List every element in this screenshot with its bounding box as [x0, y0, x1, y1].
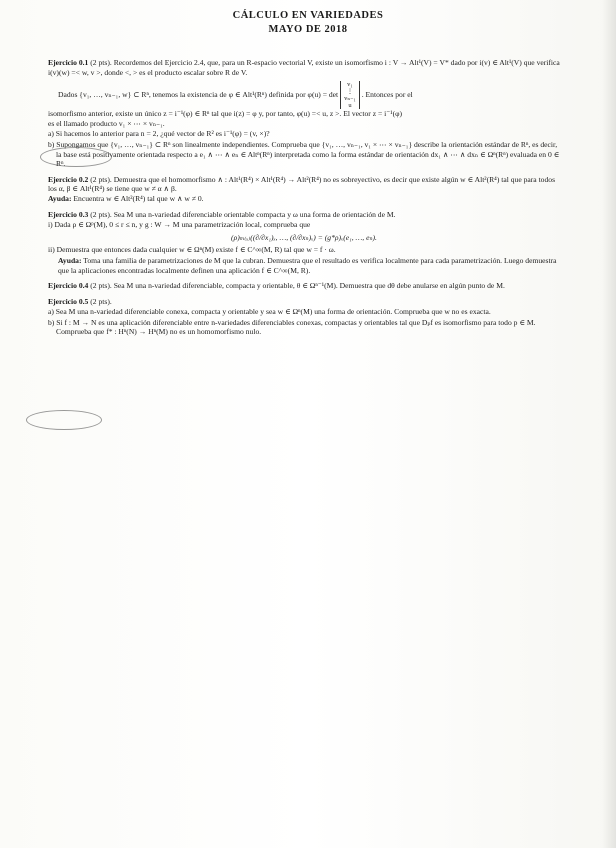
- exercise-heading: Ejercicio 0.5: [48, 296, 89, 306]
- exercise-points: (2 pts).: [90, 281, 112, 291]
- exercise-points: (2 pts).: [90, 296, 112, 306]
- exercise-points: (2 pts).: [90, 174, 112, 184]
- exercise-0-4: [48, 281, 560, 291]
- exercise-intro: Demuestra que el homomorfismo ∧ : Alt¹(R⁴) × Alt¹(R⁴) → Alt²(R⁴) no es sobreyectivo, es decir que existe algún w ∈ Alt²(R⁴) tal que para todos los α, β ∈ Alt¹(R⁴) se tiene que w ≠ α ∧ β.: [48, 174, 556, 194]
- exercise-item: i) Dada ρ ∈ Ωᵖ(M), 0 ≤ r ≤ n, y g : W → M una parametrización local, comprueba que: [48, 220, 311, 230]
- document-date: MAYO DE 2018: [268, 24, 348, 35]
- determinant-matrix: [340, 81, 360, 109]
- exercise-list: [48, 58, 560, 343]
- exercise-item: a) Si hacemos lo anterior para n = 2, ¿qué vector de R² es i⁻¹(φ) = (v, ×)?: [48, 129, 270, 139]
- exercise-points: (2 pts).: [90, 58, 112, 67]
- exercise-text: Dados {v₁, …, vₙ₋₁, w} ⊂ Rⁿ, tenemos la existencia de φ ∈ Alt¹(Rⁿ) definida por φ(u) = det: [58, 89, 339, 99]
- exercise-heading: Ejercicio 0.2: [48, 174, 89, 184]
- help-label: Ayuda:: [48, 193, 72, 203]
- exercise-text: . Entonces por el: [361, 89, 413, 99]
- help-text: Toma una familia de parametrizaciones de M que la cubran. Demuestra que el resultado es verifica localmente para cada parametrización. Luego demuestra que la aplicaciones encontradas localmente definen una aplicación f ∈ C^∞(M, R).: [58, 255, 557, 275]
- pen-circle-mark: [26, 410, 102, 430]
- exercise-item: b) Supongamos que {v₁, …, vₙ₋₁} ⊂ Rⁿ son linealmente independientes. Comprueba que {v₁, …, vₙ₋₁, v₁ × ⋯ × vₙ₋₁} describe la orientación estándar de Rⁿ, es decir, la base está positivamente orientada respecto a e₁ ∧ ⋯ ∧ eₙ ∈ Altⁿ(Rⁿ) interpretada como la forma estándar de orientación dx₁ ∧ ⋯ ∧ dxₙ ∈ Ωⁿ(Rⁿ) evaluada en 0 ∈ Rⁿ.: [48, 139, 560, 169]
- document-title: CÁLCULO EN VARIEDADES: [232, 10, 384, 21]
- exercise-item: a) Sea M una n-variedad diferenciable conexa, compacta y orientable y sea w ∈ Ωⁿ(M) una forma de orientación. Comprueba que w no es exacta.: [48, 307, 491, 317]
- exercise-heading: Ejercicio 0.3: [48, 209, 89, 219]
- exercise-item: b) Si f : M → N es una aplicación diferenciable entre n-variedades diferenciables conexas, compactas y orientables tal que Dₚf es isomorfismo para todo p ∈ M. Comprueba que f* : Hⁿ(N) → Hⁿ(M) no es un homomorfismo nulo.: [48, 317, 536, 337]
- exercise-0-3: [48, 210, 560, 276]
- exercise-0-1: [48, 58, 560, 169]
- exercise-0-5: [48, 297, 560, 337]
- pen-circle-mark: [40, 147, 112, 167]
- exercise-text: isomorfismo anterior, existe un único z = i⁻¹(φ) ∈ Rⁿ tal que i(z) = φ y, por tanto, φ(u) =< u, z >. El vector z = i⁻¹(φ): [48, 109, 403, 119]
- exercise-heading: Ejercicio 0.4: [48, 281, 89, 291]
- exercise-0-2: [48, 175, 560, 204]
- scan-shadow-edge: [602, 0, 616, 848]
- exercise-intro: Sea M una n-variedad diferenciable, compacta y orientable, θ ∈ Ωⁿ⁻¹(M). Demuestra que dθ debe anularse en algún punto de M.: [113, 281, 505, 291]
- help-text: Encuentra w ∈ Alt²(R⁴) tal que w ∧ w ≠ 0.: [73, 193, 204, 203]
- help-label: Ayuda:: [58, 255, 82, 265]
- matrix-entry: vₙ₋₁: [344, 95, 356, 103]
- exercise-heading: Ejercicio 0.1: [48, 58, 89, 67]
- exercise-points: (2 pts).: [90, 209, 112, 219]
- exercise-text: es el llamado producto v₁ × ⋯ × vₙ₋₁.: [48, 118, 165, 128]
- exercise-item: ii) Demuestra que entonces dada cualquier w ∈ Ωⁿ(M) existe f ∈ C^∞(M, R) tal que w = f · ω.: [48, 245, 336, 255]
- exercise-intro: Recordemos del Ejercicio 2.4, que, para un R-espacio vectorial V, existe un isomorfismo i : V → Alt¹(V) = V* dado por i(v) ∈ Alt¹(V) que verifica i(v)(w) =< w, v >, donde <, > es el producto escalar sobre R de V.: [48, 58, 560, 77]
- exercise-formula: (ρ)ₘ₍ₓ₎((∂/∂x₁)ₓ, …, (∂/∂xₙ)ₓ) = (g*ρ)ₓ(e₁, …, eₙ).: [231, 232, 377, 242]
- exercise-intro: Sea M una n-variedad diferenciable orientable compacta y ω una forma de orientación de M.: [113, 209, 396, 219]
- matrix-entry: ⋮: [346, 88, 354, 96]
- matrix-entry: v₁: [347, 81, 353, 89]
- matrix-entry: u: [348, 102, 352, 110]
